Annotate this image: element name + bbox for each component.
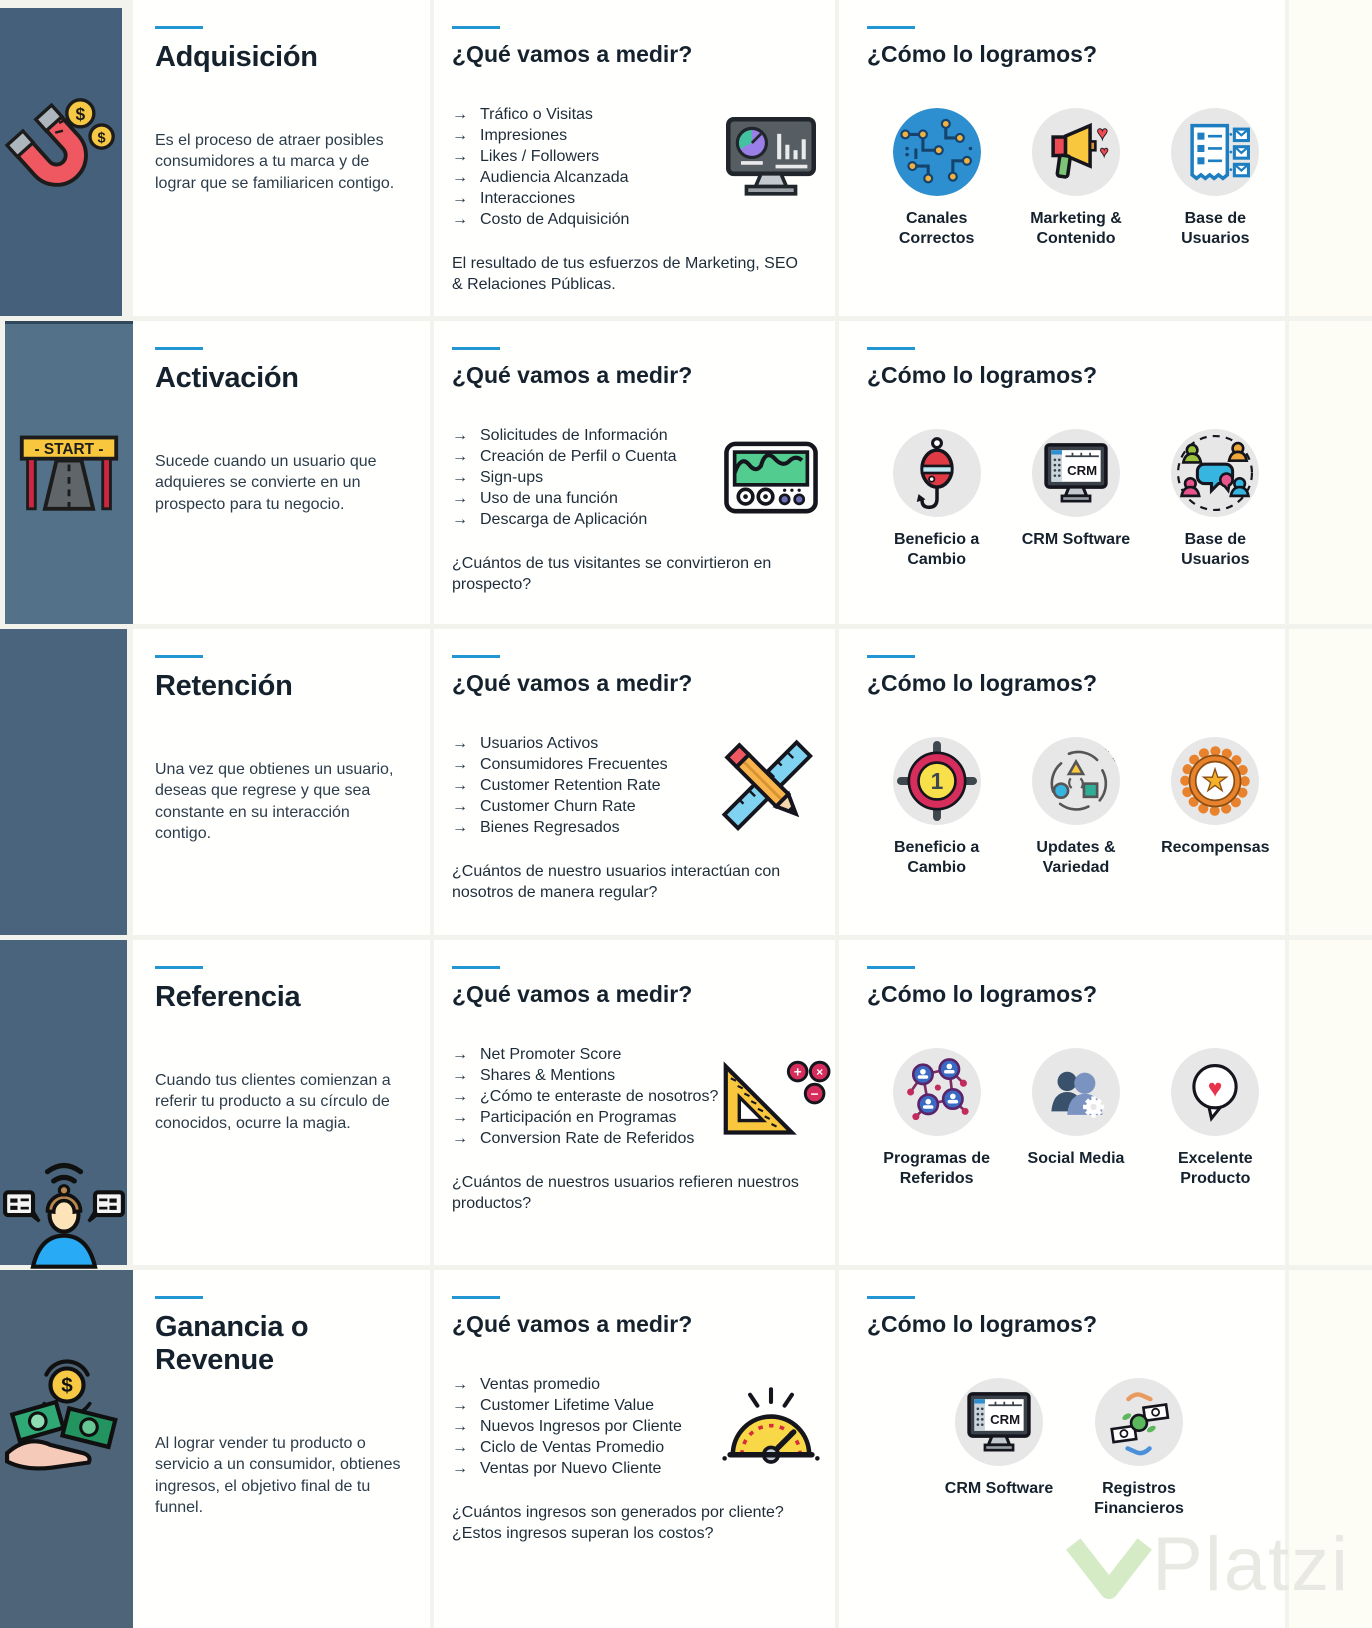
measure-item-label: Ciclo de Ventas Promedio: [480, 1439, 665, 1456]
mailing-list-icon: [1171, 108, 1259, 196]
funnel-stage-row: [0, 1270, 1372, 1628]
arrow-bullet-icon: →: [452, 211, 468, 228]
measure-card: [434, 0, 835, 316]
money-hand-icon: [5, 1270, 129, 1478]
updates-cycle-icon: [1032, 737, 1120, 825]
funnel-stage-row: [0, 940, 1372, 1265]
arrow-bullet-icon: →: [452, 106, 468, 123]
arrow-bullet-icon: →: [452, 1130, 468, 1147]
measure-heading: ¿Qué vamos a medir?: [452, 981, 693, 1007]
arrow-bullet-icon: →: [452, 1088, 468, 1105]
svg-text:+: +: [1105, 741, 1113, 756]
stage-title: Retención: [155, 670, 293, 702]
stage-title: Referencia: [155, 981, 301, 1013]
arrow-bullet-icon: →: [452, 1460, 468, 1477]
achieve-heading: ¿Cómo lo logramos?: [867, 670, 1097, 696]
svg-text:♥: ♥: [1099, 143, 1109, 161]
achieve-heading: ¿Cómo lo logramos?: [867, 362, 1097, 388]
arrow-bullet-icon: →: [452, 777, 468, 794]
stage-sidebar-panel: [0, 1270, 133, 1628]
arrow-bullet-icon: →: [452, 1397, 468, 1414]
achieve-item-label: Updates & Variedad: [1036, 839, 1116, 876]
svg-text:$: $: [60, 1374, 73, 1398]
accent-underline: [155, 966, 203, 969]
set-square-icon: [719, 1058, 829, 1143]
measure-heading: ¿Qué vamos a medir?: [452, 670, 693, 696]
achieve-items: [867, 737, 1285, 877]
pencil-ruler-icon: [715, 733, 821, 839]
measure-item-label: Customer Churn Rate: [480, 798, 636, 815]
accent-underline: [867, 966, 915, 969]
stage-sidebar: [0, 940, 133, 1265]
arrow-bullet-icon: →: [452, 819, 468, 836]
achieve-heading: ¿Cómo lo logramos?: [867, 981, 1097, 1007]
arrow-bullet-icon: →: [452, 798, 468, 815]
measure-item-label: Sign-ups: [480, 469, 544, 486]
svg-text:1: 1: [930, 767, 944, 794]
arrow-bullet-icon: →: [452, 448, 468, 465]
measure-item-label: Audiencia Alcanzada: [480, 169, 629, 186]
circuit-board-icon: [893, 108, 981, 196]
achieve-item-label: Excelente Producto: [1177, 1150, 1253, 1187]
measure-item: [452, 209, 835, 230]
row-filler: [1289, 0, 1372, 316]
svg-text:★: ★: [1201, 764, 1229, 798]
accent-underline: [452, 966, 500, 969]
measure-heading: ¿Qué vamos a medir?: [452, 362, 693, 388]
measure-note: ¿Cuántos de nuestro usuarios interactúan con nosotros de manera regular?: [452, 863, 781, 901]
svg-text:+: +: [793, 1064, 802, 1080]
measure-item-label: Nuevos Ingresos por Cliente: [480, 1418, 682, 1435]
measure-item-label: Ventas promedio: [480, 1376, 601, 1393]
accent-underline: [452, 347, 500, 350]
arrow-bullet-icon: →: [452, 427, 468, 444]
arrow-bullet-icon: →: [452, 1439, 468, 1456]
achieve-item: [867, 429, 1006, 569]
svg-text:CRM: CRM: [1067, 462, 1098, 478]
measure-item-label: Descarga de Aplicación: [480, 511, 648, 528]
achieve-item-label: Registros Financieros: [1094, 1480, 1184, 1517]
accent-underline: [155, 1296, 203, 1299]
measure-note: ¿Cuántos de tus visitantes se convirtieron en prospecto?: [452, 555, 772, 593]
achieve-item-label: Recompensas: [1161, 839, 1270, 856]
funnel-stage-row: [0, 0, 1372, 316]
stage-description: Una vez que obtienes un usuario, deseas que regrese y que sea constante en su interacción contigo.: [155, 761, 394, 842]
achieve-item-label: Base de Usuarios: [1181, 210, 1250, 247]
achieve-item: [1146, 737, 1285, 877]
measure-item-label: Interacciones: [480, 190, 576, 207]
arrow-bullet-icon: →: [452, 1109, 468, 1126]
achieve-card: [839, 321, 1285, 624]
stage-sidebar: [0, 1270, 133, 1628]
arrow-bullet-icon: →: [452, 469, 468, 486]
achieve-items: [929, 1378, 1285, 1518]
magnet-coins-icon: [3, 8, 119, 210]
achieve-items: [867, 1048, 1285, 1188]
measure-item-label: Uso de una función: [480, 490, 618, 507]
arrow-bullet-icon: →: [452, 148, 468, 165]
measure-note: ¿Cuántos de nuestros usuarios refieren nuestros productos?: [452, 1174, 799, 1212]
svg-text:+: +: [1112, 754, 1118, 766]
accent-underline: [867, 347, 915, 350]
row-filler: [1289, 1270, 1372, 1628]
stage-title: Activación: [155, 362, 299, 394]
measure-item-label: Participación en Programas: [480, 1109, 677, 1126]
crm-software-icon: [955, 1378, 1043, 1466]
svg-text:$: $: [97, 130, 106, 147]
achieve-item: [1006, 108, 1145, 248]
accent-underline: [155, 347, 203, 350]
achieve-card: [839, 940, 1285, 1265]
stage-sidebar-panel: [0, 629, 127, 935]
achieve-item-label: CRM Software: [944, 1480, 1054, 1497]
achieve-item: [1146, 108, 1285, 248]
measure-item-label: Costo de Adquisición: [480, 211, 630, 228]
arrow-bullet-icon: →: [452, 490, 468, 507]
word-of-mouth-icon: [2, 1151, 126, 1267]
measure-item-label: Solicitudes de Información: [480, 427, 668, 444]
accent-underline: [867, 26, 915, 29]
measure-note: ¿Cuántos ingresos son generados por cliente? ¿Estos ingresos superan los costos?: [452, 1504, 784, 1542]
achieve-item: [1146, 1048, 1285, 1188]
target-one-icon: [893, 737, 981, 825]
achieve-items: [867, 108, 1285, 248]
megaphone-hearts-icon: [1032, 108, 1120, 196]
stage-description: Es el proceso de atraer posibles consumidores a tu marca y de lograr que se familiaricen contigo.: [155, 132, 395, 192]
achieve-card: [839, 0, 1285, 316]
measure-heading: ¿Qué vamos a medir?: [452, 41, 693, 67]
accent-underline: [155, 655, 203, 658]
measure-heading: ¿Qué vamos a medir?: [452, 1311, 693, 1337]
arrow-bullet-icon: →: [452, 127, 468, 144]
measure-item-label: Customer Lifetime Value: [480, 1397, 654, 1414]
oscilloscope-icon: [721, 433, 821, 524]
start-gate-icon: [16, 324, 122, 520]
achieve-item: [1069, 1378, 1209, 1518]
arrow-bullet-icon: →: [452, 1418, 468, 1435]
achieve-card: [839, 629, 1285, 935]
stage-sidebar-panel: [0, 8, 122, 316]
stage-sidebar-panel: [0, 940, 127, 1265]
measure-item-label: Usuarios Activos: [480, 735, 599, 752]
achieve-item-label: Beneficio a Cambio: [893, 531, 980, 568]
achieve-item: [867, 108, 1006, 248]
measure-item-label: Conversion Rate de Referidos: [480, 1130, 695, 1147]
heart-bubble-icon: [1171, 1048, 1259, 1136]
achieve-item: [1006, 1048, 1145, 1188]
achieve-item-label: CRM Software: [1021, 531, 1131, 548]
achieve-item-label: Programas de Referidos: [883, 1150, 991, 1187]
measure-item-label: Shares & Mentions: [480, 1067, 616, 1084]
stage-title: Adquisición: [155, 41, 318, 73]
svg-text:♥: ♥: [1208, 1075, 1223, 1103]
svg-text:♥: ♥: [1096, 122, 1109, 145]
stage-description: Cuando tus clientes comienzan a referir tu producto a su círculo de conocidos, ocurre la magia.: [155, 1072, 391, 1132]
arrow-bullet-icon: →: [452, 190, 468, 207]
stage-sidebar: [0, 0, 133, 316]
svg-text:$: $: [75, 104, 86, 125]
analytics-monitor-icon: [721, 112, 821, 203]
achieve-heading: ¿Cómo lo logramos?: [867, 1311, 1097, 1337]
arrow-bullet-icon: →: [452, 1067, 468, 1084]
measure-item-label: ¿Cómo te enteraste de nosotros?: [480, 1088, 719, 1105]
measure-card: [434, 321, 835, 624]
measure-item-label: Tráfico o Visitas: [480, 106, 593, 123]
accent-underline: [452, 26, 500, 29]
arrow-bullet-icon: →: [452, 169, 468, 186]
achieve-item: [1006, 737, 1145, 877]
measure-item-label: Likes / Followers: [480, 148, 600, 165]
row-filler: [1289, 940, 1372, 1265]
achieve-item: [1146, 429, 1285, 569]
achieve-card: [839, 1270, 1285, 1628]
svg-text:−: −: [810, 1086, 819, 1102]
stage-intro-card: [133, 940, 430, 1265]
money-flow-icon: [1095, 1378, 1183, 1466]
svg-text:×: ×: [816, 1064, 824, 1079]
stage-sidebar-panel: [5, 321, 133, 624]
achieve-item-label: Base de Usuarios: [1181, 531, 1250, 568]
measure-item-label: Ventas por Nuevo Cliente: [480, 1460, 662, 1477]
gauge-icon: [721, 1382, 821, 1473]
achieve-item: [867, 1048, 1006, 1188]
achieve-item: [929, 1378, 1069, 1518]
measure-item-label: Bienes Regresados: [480, 819, 620, 836]
measure-item-label: Customer Retention Rate: [480, 777, 661, 794]
accent-underline: [452, 655, 500, 658]
accent-underline: [867, 1296, 915, 1299]
achieve-item-label: Social Media: [1027, 1150, 1125, 1167]
stage-intro-card: [133, 1270, 430, 1628]
measure-card: [434, 940, 835, 1265]
measure-item-label: Net Promoter Score: [480, 1046, 622, 1063]
social-media-icon: [1032, 1048, 1120, 1136]
measure-item-label: Creación de Perfil o Cuenta: [480, 448, 677, 465]
achieve-item: [1006, 429, 1145, 569]
achieve-item-label: Canales Correctos: [898, 210, 975, 247]
stage-sidebar: [0, 321, 133, 624]
stage-intro-card: [133, 321, 430, 624]
arrow-bullet-icon: →: [452, 756, 468, 773]
stage-intro-card: [133, 0, 430, 316]
funnel-stage-row: [0, 629, 1372, 935]
arrow-bullet-icon: →: [452, 1376, 468, 1393]
achieve-heading: ¿Cómo lo logramos?: [867, 41, 1097, 67]
measure-note: El resultado de tus esfuerzos de Marketing, SEO & Relaciones Públicas.: [452, 255, 798, 293]
fishing-lure-icon: [893, 429, 981, 517]
stage-description: Sucede cuando un usuario que adquieres se convierte en un prospecto para tu negocio.: [155, 453, 377, 513]
achieve-items: [867, 429, 1285, 569]
funnel-stage-row: [0, 321, 1372, 624]
achieve-item-label: Marketing & Contenido: [1030, 210, 1122, 247]
measure-card: [434, 1270, 835, 1628]
star-badge-icon: [1171, 737, 1259, 825]
accent-underline: [867, 655, 915, 658]
accent-underline: [452, 1296, 500, 1299]
stage-description: Al lograr vender tu producto o servicio a un consumidor, obtienes ingresos, el objetivo final de tu funnel.: [155, 1435, 401, 1516]
row-filler: [1289, 629, 1372, 935]
arrow-bullet-icon: →: [452, 1046, 468, 1063]
row-filler: [1289, 321, 1372, 624]
platzi-brand-text: Platzi: [1152, 1522, 1350, 1607]
achieve-item-label: Beneficio a Cambio: [893, 839, 980, 876]
svg-text:- START -: - START -: [34, 440, 104, 458]
stage-intro-card: [133, 629, 430, 935]
arrow-bullet-icon: →: [452, 735, 468, 752]
measure-card: [434, 629, 835, 935]
referral-network-icon: [893, 1048, 981, 1136]
svg-text:CRM: CRM: [990, 1411, 1021, 1427]
measure-item-label: Impresiones: [480, 127, 568, 144]
arrow-bullet-icon: →: [452, 511, 468, 528]
achieve-item: [867, 737, 1006, 877]
users-chat-icon: [1171, 429, 1259, 517]
accent-underline: [155, 26, 203, 29]
crm-software-icon: [1032, 429, 1120, 517]
stage-sidebar: [0, 629, 133, 935]
measure-item-label: Consumidores Frecuentes: [480, 756, 668, 773]
stage-title: Ganancia o Revenue: [155, 1311, 309, 1376]
